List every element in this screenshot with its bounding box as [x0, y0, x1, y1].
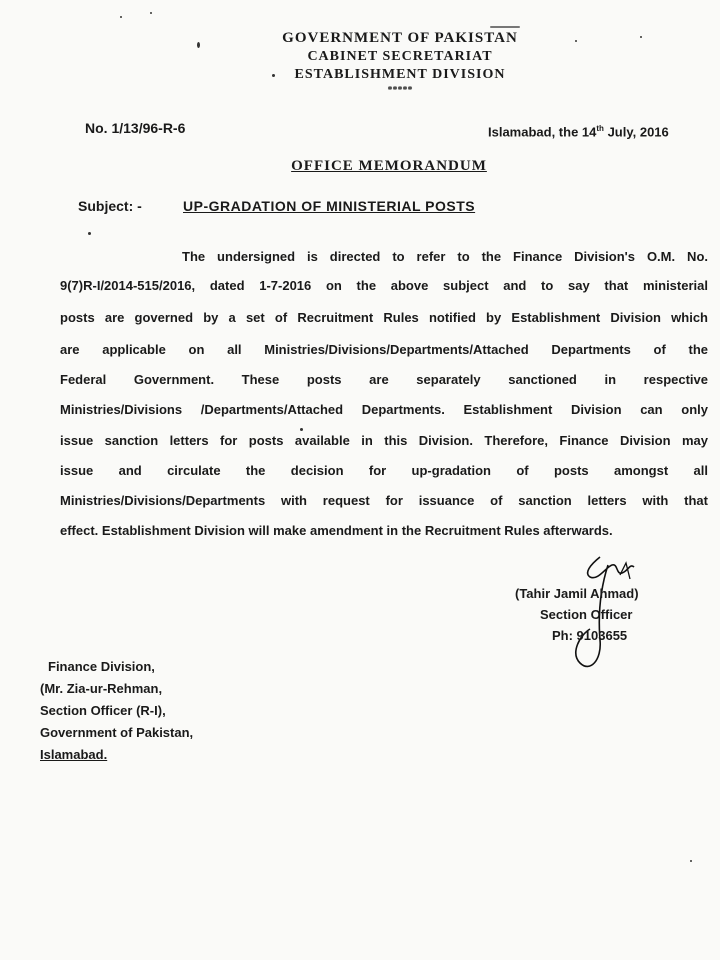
date-prefix: Islamabad, the 14 — [488, 124, 597, 140]
addressee-block — [40, 656, 193, 766]
scan-speck — [640, 36, 642, 38]
header-government: GOVERNMENT OF PAKISTAN — [282, 30, 518, 46]
scan-speck — [490, 26, 520, 28]
header-stars: ***** — [387, 85, 413, 96]
body-line: Ministries/Divisions/Departments with request for issuance of sanction letters with that — [60, 493, 708, 508]
signatory-name: (Tahir Jamil Ahmad) — [515, 586, 639, 601]
subject-text: UP-GRADATION OF MINISTERIAL POSTS — [183, 198, 476, 214]
body-line: effect. Establishment Division will make amendment in the Recruitment Rules afterwards. — [60, 523, 613, 538]
header-cabinet-secretariat: CABINET SECRETARIAT — [307, 49, 493, 64]
scan-speck — [272, 74, 275, 77]
addressee-line: (Mr. Zia-ur-Rehman, — [40, 681, 163, 696]
scan-speck — [575, 40, 577, 42]
body-line: posts are governed by a set of Recruitment Rules notified by Establishment Division which — [60, 310, 708, 325]
body-line: issue sanction letters for posts available in this Division. Therefore, Finance Division may — [60, 433, 708, 448]
scan-speck — [197, 42, 200, 48]
subject-label: Subject: - — [78, 198, 142, 214]
signatory-designation: Section Officer — [540, 607, 633, 622]
body-line: Federal Government. These posts are separately sanctioned in respective — [60, 372, 708, 387]
date-suffix: July, 2016 — [603, 124, 669, 140]
scan-speck — [690, 860, 692, 862]
body-line: 9(7)R-I/2014-515/2016, dated 1-7-2016 on the above subject and to say that ministerial — [60, 278, 708, 293]
addressee-line: Section Officer (R-I), — [40, 703, 166, 718]
addressee-line: Government of Pakistan, — [40, 725, 194, 740]
scan-speck — [120, 16, 122, 18]
reference-number: No. 1/13/96-R-6 — [85, 120, 186, 136]
body-line: The undersigned is directed to refer to the Finance Division's O.M. No. — [182, 249, 708, 264]
date-ordinal: th — [596, 124, 604, 133]
body-line: issue and circulate the decision for up-gradation of posts amongst all — [60, 463, 708, 478]
memo-title — [0, 158, 720, 175]
body-line: Ministries/Divisions /Departments/Attached Departments. Establishment Division can only — [60, 402, 708, 417]
scan-speck — [150, 12, 152, 14]
signatory-phone: Ph: 9103655 — [552, 628, 628, 643]
scan-speck — [88, 232, 91, 235]
addressee-line: Islamabad. — [40, 747, 108, 762]
header-establishment-division: ESTABLISHMENT DIVISION — [294, 67, 506, 82]
scan-speck — [300, 428, 303, 431]
memo-date — [488, 124, 669, 139]
addressee-line: Finance Division, — [48, 659, 155, 674]
memo-title-text: OFFICE MEMORANDUM — [291, 158, 487, 174]
body-line: are applicable on all Ministries/Divisions/Departments/Attached Departments of the — [60, 342, 708, 357]
